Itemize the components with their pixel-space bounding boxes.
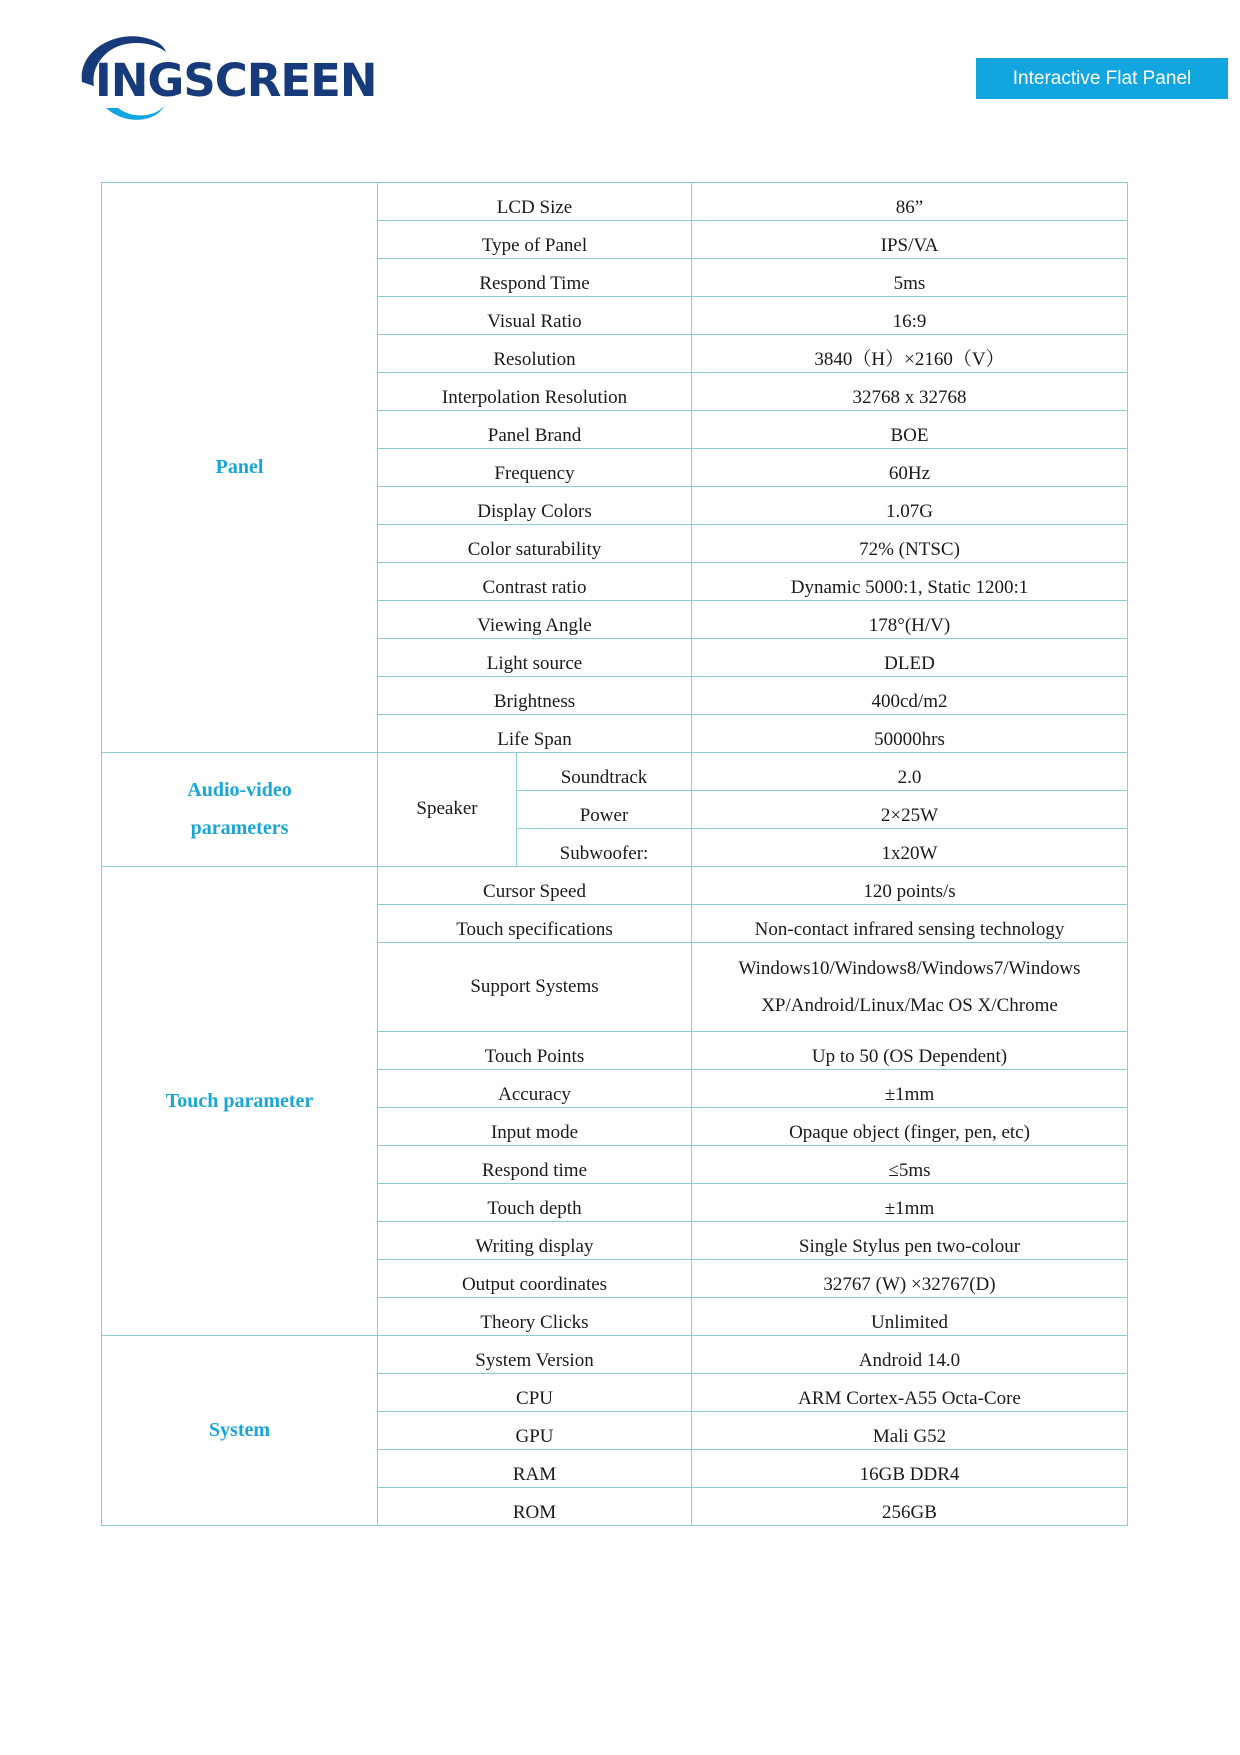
spec-label: Power — [517, 791, 692, 829]
spec-value: Unlimited — [692, 1298, 1128, 1336]
section-touch: Touch parameter — [102, 867, 378, 1336]
spec-value: 16GB DDR4 — [692, 1450, 1128, 1488]
spec-value: 1.07G — [692, 487, 1128, 525]
spec-value: 400cd/m2 — [692, 677, 1128, 715]
spec-label: Brightness — [378, 677, 692, 715]
spec-label: Touch depth — [378, 1184, 692, 1222]
spec-value-line: XP/Android/Linux/Mac OS X/Chrome — [761, 995, 1058, 1016]
spec-label: Panel Brand — [378, 411, 692, 449]
speaker-label: Speaker — [378, 753, 517, 867]
spec-value: 2.0 — [692, 753, 1128, 791]
table-row — [102, 753, 1128, 791]
spec-value: Up to 50 (OS Dependent) — [692, 1032, 1128, 1070]
spec-value: Single Stylus pen two-colour — [692, 1222, 1128, 1260]
table-row — [102, 867, 1128, 905]
spec-label: Display Colors — [378, 487, 692, 525]
spec-label: Respond Time — [378, 259, 692, 297]
spec-value: DLED — [692, 639, 1128, 677]
spec-label: Contrast ratio — [378, 563, 692, 601]
spec-label: Frequency — [378, 449, 692, 487]
spec-label: Accuracy — [378, 1070, 692, 1108]
spec-label: GPU — [378, 1412, 692, 1450]
spec-label: ROM — [378, 1488, 692, 1526]
spec-label: Type of Panel — [378, 221, 692, 259]
section-system: System — [102, 1336, 378, 1526]
spec-value: Android 14.0 — [692, 1336, 1128, 1374]
spec-label: Resolution — [378, 335, 692, 373]
spec-label: Color saturability — [378, 525, 692, 563]
spec-value: 2×25W — [692, 791, 1128, 829]
spec-value: 72% (NTSC) — [692, 525, 1128, 563]
spec-label: Visual Ratio — [378, 297, 692, 335]
spec-label: RAM — [378, 1450, 692, 1488]
spec-label: Viewing Angle — [378, 601, 692, 639]
spec-label: Input mode — [378, 1108, 692, 1146]
brand-logo — [76, 30, 377, 125]
spec-value-multiline — [692, 943, 1128, 1032]
spec-label: Subwoofer: — [517, 829, 692, 867]
spec-value: ±1mm — [692, 1184, 1128, 1222]
spec-value-line: Windows10/Windows8/Windows7/Windows — [738, 958, 1081, 979]
spec-table — [101, 182, 1128, 1526]
spec-label: Writing display — [378, 1222, 692, 1260]
table-row — [102, 183, 1128, 221]
section-audio-line2: parameters — [190, 817, 289, 839]
spec-value: 86” — [692, 183, 1128, 221]
spec-value: 178°(H/V) — [692, 601, 1128, 639]
spec-label: LCD Size — [378, 183, 692, 221]
spec-value: 1x20W — [692, 829, 1128, 867]
spec-value: ≤5ms — [692, 1146, 1128, 1184]
table-row — [102, 1336, 1128, 1374]
spec-value: 16:9 — [692, 297, 1128, 335]
spec-value: Opaque object (finger, pen, etc) — [692, 1108, 1128, 1146]
section-audio-line1: Audio-video — [187, 779, 292, 801]
spec-value: BOE — [692, 411, 1128, 449]
spec-value: ±1mm — [692, 1070, 1128, 1108]
spec-label: CPU — [378, 1374, 692, 1412]
spec-label: Touch specifications — [378, 905, 692, 943]
spec-label: Life Span — [378, 715, 692, 753]
spec-label: Touch Points — [378, 1032, 692, 1070]
document-category-badge: Interactive Flat Panel — [976, 58, 1228, 99]
spec-label: Light source — [378, 639, 692, 677]
spec-value: 256GB — [692, 1488, 1128, 1526]
spec-label: Support Systems — [378, 943, 692, 1032]
spec-value: 50000hrs — [692, 715, 1128, 753]
spec-label: Interpolation Resolution — [378, 373, 692, 411]
spec-value: 32767 (W) ×32767(D) — [692, 1260, 1128, 1298]
spec-label: Cursor Speed — [378, 867, 692, 905]
spec-label: Theory Clicks — [378, 1298, 692, 1336]
spec-label: Soundtrack — [517, 753, 692, 791]
spec-value: ARM Cortex-A55 Octa-Core — [692, 1374, 1128, 1412]
spec-label: Respond time — [378, 1146, 692, 1184]
spec-value: 60Hz — [692, 449, 1128, 487]
section-audio-video — [102, 753, 378, 867]
spec-label: Output coordinates — [378, 1260, 692, 1298]
spec-label: System Version — [378, 1336, 692, 1374]
spec-value: Dynamic 5000:1, Static 1200:1 — [692, 563, 1128, 601]
logo-text: INGSCREEN — [95, 54, 377, 107]
spec-value: IPS/VA — [692, 221, 1128, 259]
spec-value: Non-contact infrared sensing technology — [692, 905, 1128, 943]
spec-value: 5ms — [692, 259, 1128, 297]
section-panel: Panel — [102, 183, 378, 753]
spec-value: 120 points/s — [692, 867, 1128, 905]
spec-value: Mali G52 — [692, 1412, 1128, 1450]
spec-value: 3840（H）×2160（V） — [692, 335, 1128, 373]
spec-value: 32768 x 32768 — [692, 373, 1128, 411]
